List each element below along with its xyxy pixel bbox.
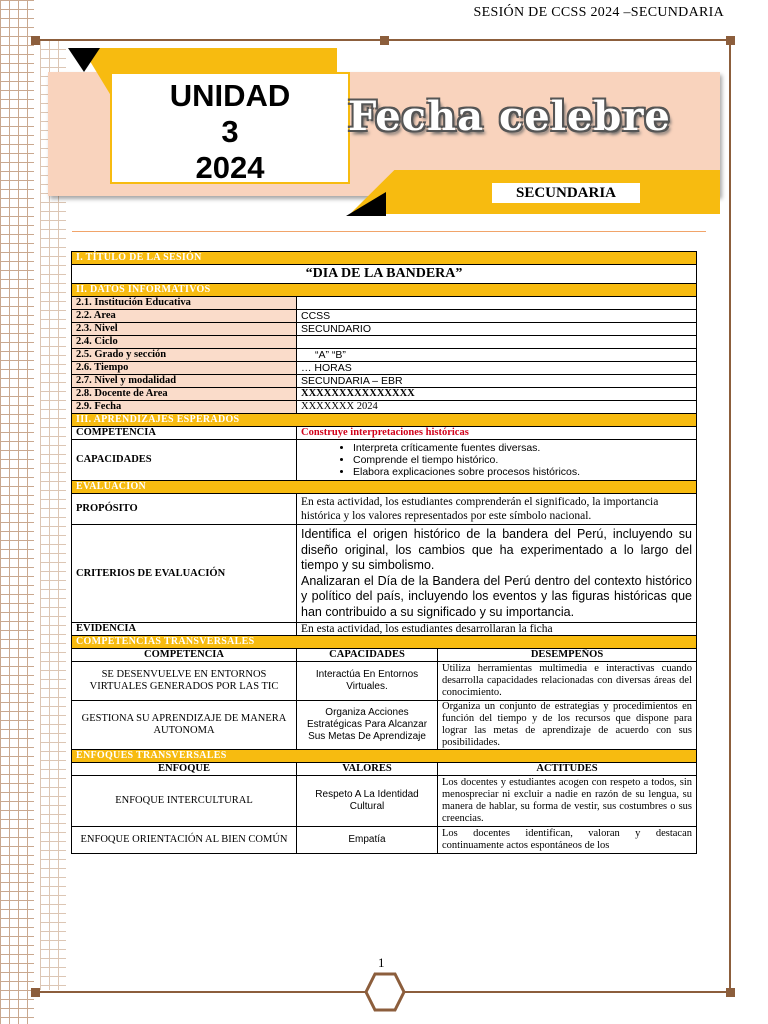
unit-number: 3 [221,114,239,149]
capacidades-list-cell [297,440,697,481]
evidencia-text: En esta actividad, los estudiantes desarrollaran la ficha [297,623,697,636]
capacidades-label: CAPACIDADES [72,440,297,481]
actitud-cell: Los docentes identifican, valoran y destacan continuamente actos espontáneos de los [438,827,697,854]
datos-value: SECUNDARIO [297,323,697,336]
criterios-text-cell [297,525,697,623]
list-item: • Elabora explicaciones sobre procesos históricos. [353,466,692,478]
unit-label: UNIDAD [169,78,291,113]
column-header: VALORES [297,763,438,776]
column-header: COMPETENCIA [72,649,297,662]
evidencia-label: EVIDENCIA [72,623,297,636]
hexagon-ornament [364,972,406,1012]
datos-value: “A” “B” [297,349,697,362]
proposito-label: PROPÓSITO [72,494,297,525]
competencia-cell: SE DESENVUELVE EN ENTORNOS VIRTUALES GENERADOS POR LAS TIC [72,662,297,701]
datos-label: 2.2. Area [72,310,297,323]
desempeno-cell: Utiliza herramientas multimedia e interactivas cuando desarrolla capacidades relacionadas con diversas áreas del conocimiento. [438,662,697,701]
session-title: “DIA DE LA BANDERA” [72,265,697,284]
right-rule [729,40,731,992]
session-table [71,251,697,854]
proposito-text: En esta actividad, los estudiantes comprenderán el significado, la importancia histórica y los valores representados por este símbolo nacional. [297,494,697,525]
unit-label-box [110,72,350,184]
corner-dot [31,988,40,997]
datos-value: XXXXXXXXXXXXXXX [297,388,697,401]
datos-label: 2.7. Nivel y modalidad [72,375,297,388]
capacidad-cell: Interactúa En Entornos Virtuales. [297,662,438,701]
decorative-line [72,231,706,232]
enfoque-cell: ENFOQUE ORIENTACIÓN AL BIEN COMÚN [72,827,297,854]
datos-label: 2.9. Fecha [72,401,297,414]
column-header: DESEMPEÑOS [438,649,697,662]
section-header-titulo: I. TÍTULO DE LA SESIÓN [72,252,697,265]
corner-dot [31,36,40,45]
list-item: • Comprende el tiempo histórico. [353,454,692,466]
datos-label: 2.6. Tiempo [72,362,297,375]
competencia-value: Construye interpretaciones históricas [297,427,697,440]
datos-label: 2.5. Grado y sección [72,349,297,362]
datos-value: CCSS [297,310,697,323]
section-header-datos: II. DATOS INFORMATIVOS [72,284,697,297]
enfoque-cell: ENFOQUE INTERCULTURAL [72,776,297,827]
competencia-cell: GESTIONA SU APRENDIZAJE DE MANERA AUTONOMA [72,701,297,750]
column-header: ACTITUDES [438,763,697,776]
capacidad-cell: Organiza Acciones Estratégicas Para Alcanzar Sus Metas De Aprendizaje [297,701,438,750]
banner-title: Fecha celebre [348,93,671,140]
datos-value: SECUNDARIA – EBR [297,375,697,388]
corner-dot [726,988,735,997]
grid-border-pattern [0,0,34,1024]
datos-value: XXXXXXX 2024 [297,401,697,414]
actitud-cell: Los docentes y estudiantes acogen con respeto a todos, sin menospreciar ni excluir a nadie en razón de su lengua, su manera de hablar, su forma de vestir, sus costumbres o sus creencias. [438,776,697,827]
valor-cell: Empatía [297,827,438,854]
page-header: SESIÓN DE CCSS 2024 –SECUNDARIA [473,5,724,20]
level-label: SECUNDARIA [492,183,640,203]
datos-label: 2.4. Ciclo [72,336,297,349]
column-header: ENFOQUE [72,763,297,776]
desempeno-cell: Organiza un conjunto de estrategias y procedimientos en función del tiempo y de los recursos que dispone para lograr las metas de aprendizaje de acuerdo con sus posibilidades. [438,701,697,750]
datos-label: 2.8. Docente de Area [72,388,297,401]
section-header-evaluacion: EVALUACION [72,481,697,494]
list-item: • Interpreta críticamente fuentes diversas. [353,442,692,454]
section-header-competencias-transversales: COMPETENCIAS TRANSVERSALES [72,636,697,649]
section-header-aprendizajes: III. APRENDIZAJES ESPERADOS [72,414,697,427]
section-header-enfoques-transversales: ENFOQUES TRANSVERSALES [72,750,697,763]
criterio-item: Analizaran el Día de la Bandera del Perú dentro del contexto histórico y político del país, incluyendo los eventos y las figuras históricas que han contribuido a su significado y su importancia. [301,573,692,619]
criterio-item: Identifica el origen histórico de la bandera del Perú, incluyendo su diseño original, los cambios que ha experimentado a lo largo del tiempo y su simbolismo. [301,527,692,572]
unit-year: 2024 [195,150,265,185]
criterios-label: CRITERIOS DE EVALUACIÓN [72,525,297,623]
rule-dot [380,36,389,45]
datos-value [297,297,697,310]
page-number: 1 [378,955,385,970]
capacidades-list [301,442,692,478]
datos-label: 2.1. Institución Educativa [72,297,297,310]
datos-value: … HORAS [297,362,697,375]
competencia-label: COMPETENCIA [72,427,297,440]
column-header: CAPACIDADES [297,649,438,662]
datos-label: 2.3. Nivel [72,323,297,336]
valor-cell: Respeto A La Identidad Cultural [297,776,438,827]
datos-value [297,336,697,349]
corner-dot [726,36,735,45]
